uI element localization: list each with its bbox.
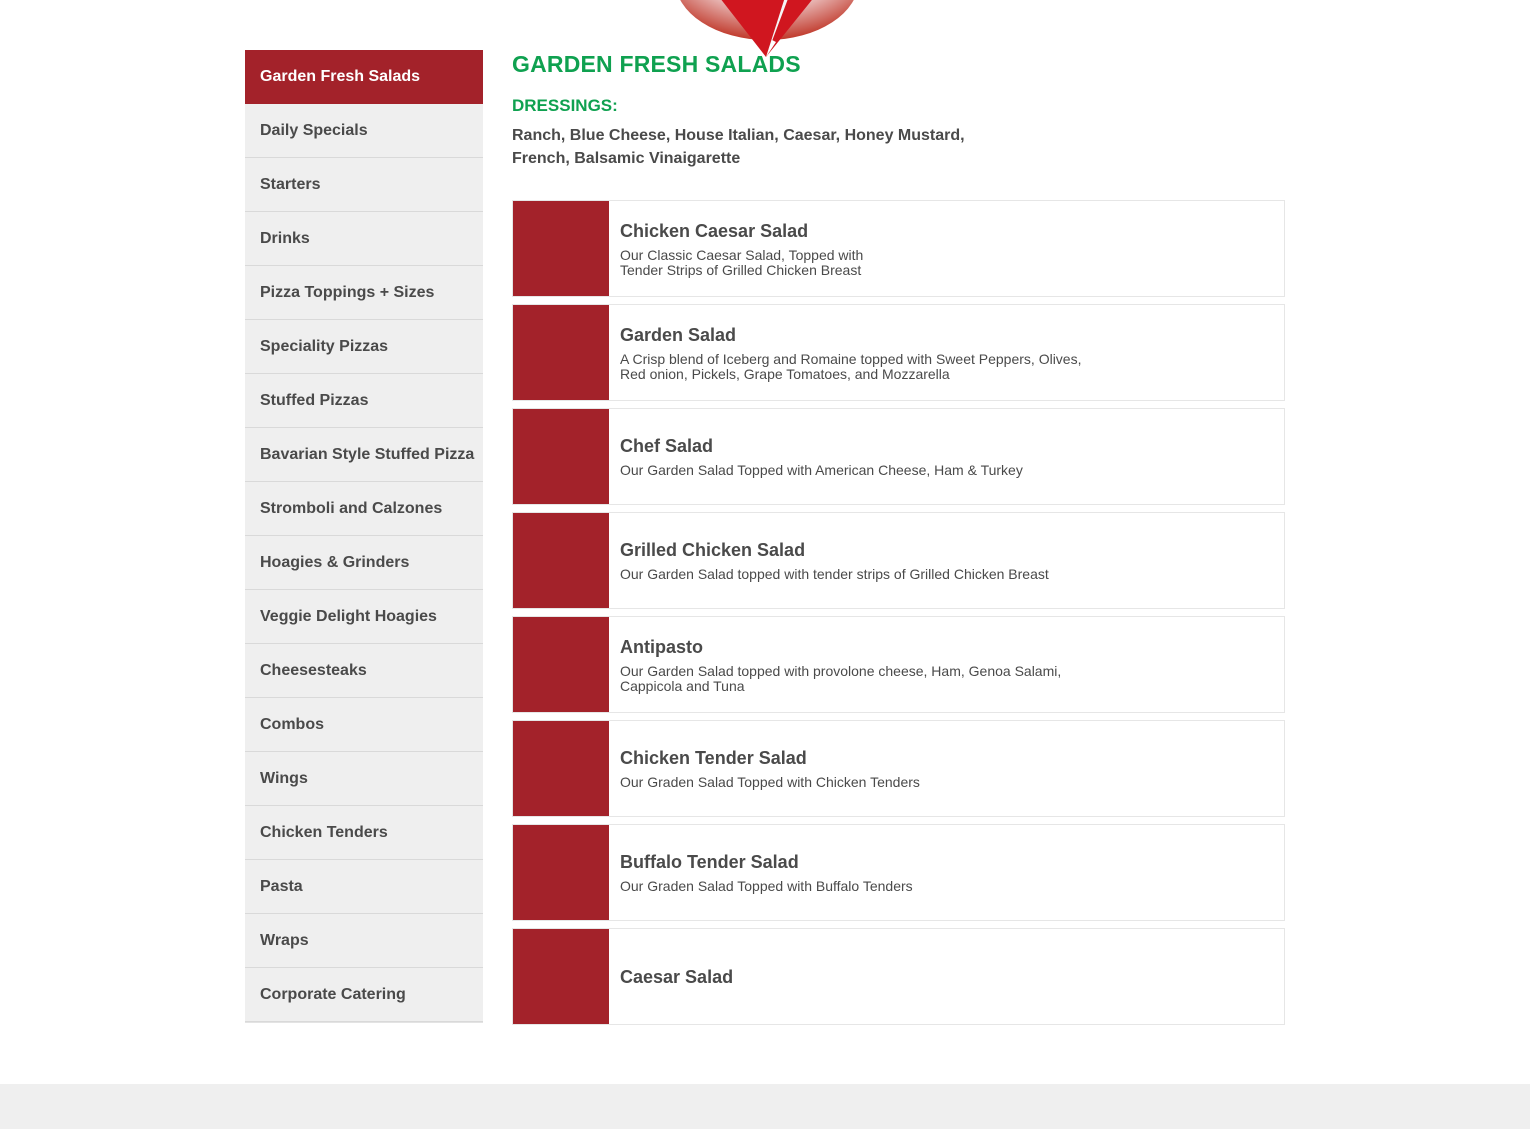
sidebar-item-daily-specials[interactable]: Daily Specials bbox=[245, 104, 483, 158]
page-title: GARDEN FRESH SALADS bbox=[512, 51, 801, 77]
sidebar-item-pizza-toppings-sizes[interactable]: Pizza Toppings + Sizes bbox=[245, 266, 483, 320]
menu-item-description: A Crisp blend of Iceberg and Romaine topped with Sweet Peppers, Olives, Red onion, Pickels, Grape Tomatoes, and Mozzarella bbox=[620, 350, 1082, 382]
menu-item-name: Antipasto bbox=[620, 636, 703, 657]
page-footer bbox=[0, 1084, 1530, 1129]
menu-item-name: Garden Salad bbox=[620, 324, 737, 345]
sidebar-item-wings[interactable]: Wings bbox=[245, 752, 483, 806]
sidebar-item-combos[interactable]: Combos bbox=[245, 698, 483, 752]
menu-item-name: Chicken Tender Salad bbox=[620, 748, 807, 768]
menu-item-name: Buffalo Tender Salad bbox=[620, 852, 799, 872]
menu-item-description: Our Graden Salad Topped with Buffalo Tenders bbox=[620, 878, 913, 894]
sidebar-item-stuffed-pizzas[interactable]: Stuffed Pizzas bbox=[245, 374, 483, 428]
menu-item-image bbox=[513, 201, 609, 296]
sidebar-item-speciality-pizzas[interactable]: Speciality Pizzas bbox=[245, 320, 483, 374]
pizza-slice-logo-icon[interactable] bbox=[672, 0, 862, 60]
menu-item-name: Chef Salad bbox=[620, 436, 714, 456]
menu-item[interactable] bbox=[512, 616, 1285, 713]
menu-item-image bbox=[513, 305, 609, 400]
sidebar-item-pasta[interactable]: Pasta bbox=[245, 860, 483, 914]
sidebar-item-hoagies-grinders[interactable]: Hoagies & Grinders bbox=[245, 536, 483, 590]
menu-item-name: Caesar Salad bbox=[620, 966, 734, 987]
sidebar-item-cheesesteaks[interactable]: Cheesesteaks bbox=[245, 644, 483, 698]
menu-item-image bbox=[513, 825, 609, 920]
menu-item-image bbox=[513, 721, 609, 816]
menu-item-description: Our Garden Salad Topped with American Cheese, Ham & Turkey bbox=[620, 462, 1023, 478]
menu-item[interactable] bbox=[512, 824, 1285, 921]
menu-item-image bbox=[513, 513, 609, 608]
sidebar-item-bavarian-style-stuffed-pizza[interactable]: Bavarian Style Stuffed Pizza bbox=[245, 428, 483, 482]
menu-item[interactable] bbox=[512, 720, 1285, 817]
sidebar-item-corporate-catering[interactable]: Corporate Catering bbox=[245, 968, 483, 1022]
menu-content bbox=[512, 50, 1285, 987]
menu-item-name: Chicken Caesar Salad bbox=[620, 220, 809, 241]
menu-item-description: Our Graden Salad Topped with Chicken Tenders bbox=[620, 774, 920, 790]
menu-item-description: Our Garden Salad topped with tender strips of Grilled Chicken Breast bbox=[620, 566, 1049, 582]
menu-items-list bbox=[512, 200, 1285, 1032]
sidebar-item-veggie-delight-hoagies[interactable]: Veggie Delight Hoagies bbox=[245, 590, 483, 644]
menu-item-name: Grilled Chicken Salad bbox=[620, 540, 806, 560]
dressings-list: Ranch, Blue Cheese, House Italian, Caesar, Honey Mustard, French, Balsamic Vinaigarette bbox=[512, 127, 965, 167]
sidebar-item-garden-fresh-salads[interactable]: Garden Fresh Salads bbox=[245, 50, 483, 104]
sidebar-item-starters[interactable]: Starters bbox=[245, 158, 483, 212]
sidebar-item-drinks[interactable]: Drinks bbox=[245, 212, 483, 266]
menu-item-description: Our Garden Salad topped with provolone cheese, Ham, Genoa Salami, Cappicola and Tuna bbox=[620, 662, 1062, 694]
menu-item[interactable] bbox=[512, 304, 1285, 401]
sidebar-item-stromboli-calzones[interactable]: Stromboli and Calzones bbox=[245, 482, 483, 536]
dressings-heading: DRESSINGS: bbox=[512, 96, 618, 115]
sidebar-item-chicken-tenders[interactable]: Chicken Tenders bbox=[245, 806, 483, 860]
menu-category-sidebar bbox=[245, 50, 483, 1022]
menu-item[interactable] bbox=[512, 408, 1285, 505]
menu-item-description: Our Classic Caesar Salad, Topped with Tender Strips of Grilled Chicken Breast bbox=[620, 246, 864, 278]
menu-item-image bbox=[513, 617, 609, 712]
menu-item-image bbox=[513, 409, 609, 504]
sidebar-item-wraps[interactable]: Wraps bbox=[245, 914, 483, 968]
menu-item[interactable] bbox=[512, 928, 1285, 1025]
menu-item-image bbox=[513, 929, 609, 1024]
menu-item[interactable] bbox=[512, 200, 1285, 297]
menu-item[interactable] bbox=[512, 512, 1285, 609]
